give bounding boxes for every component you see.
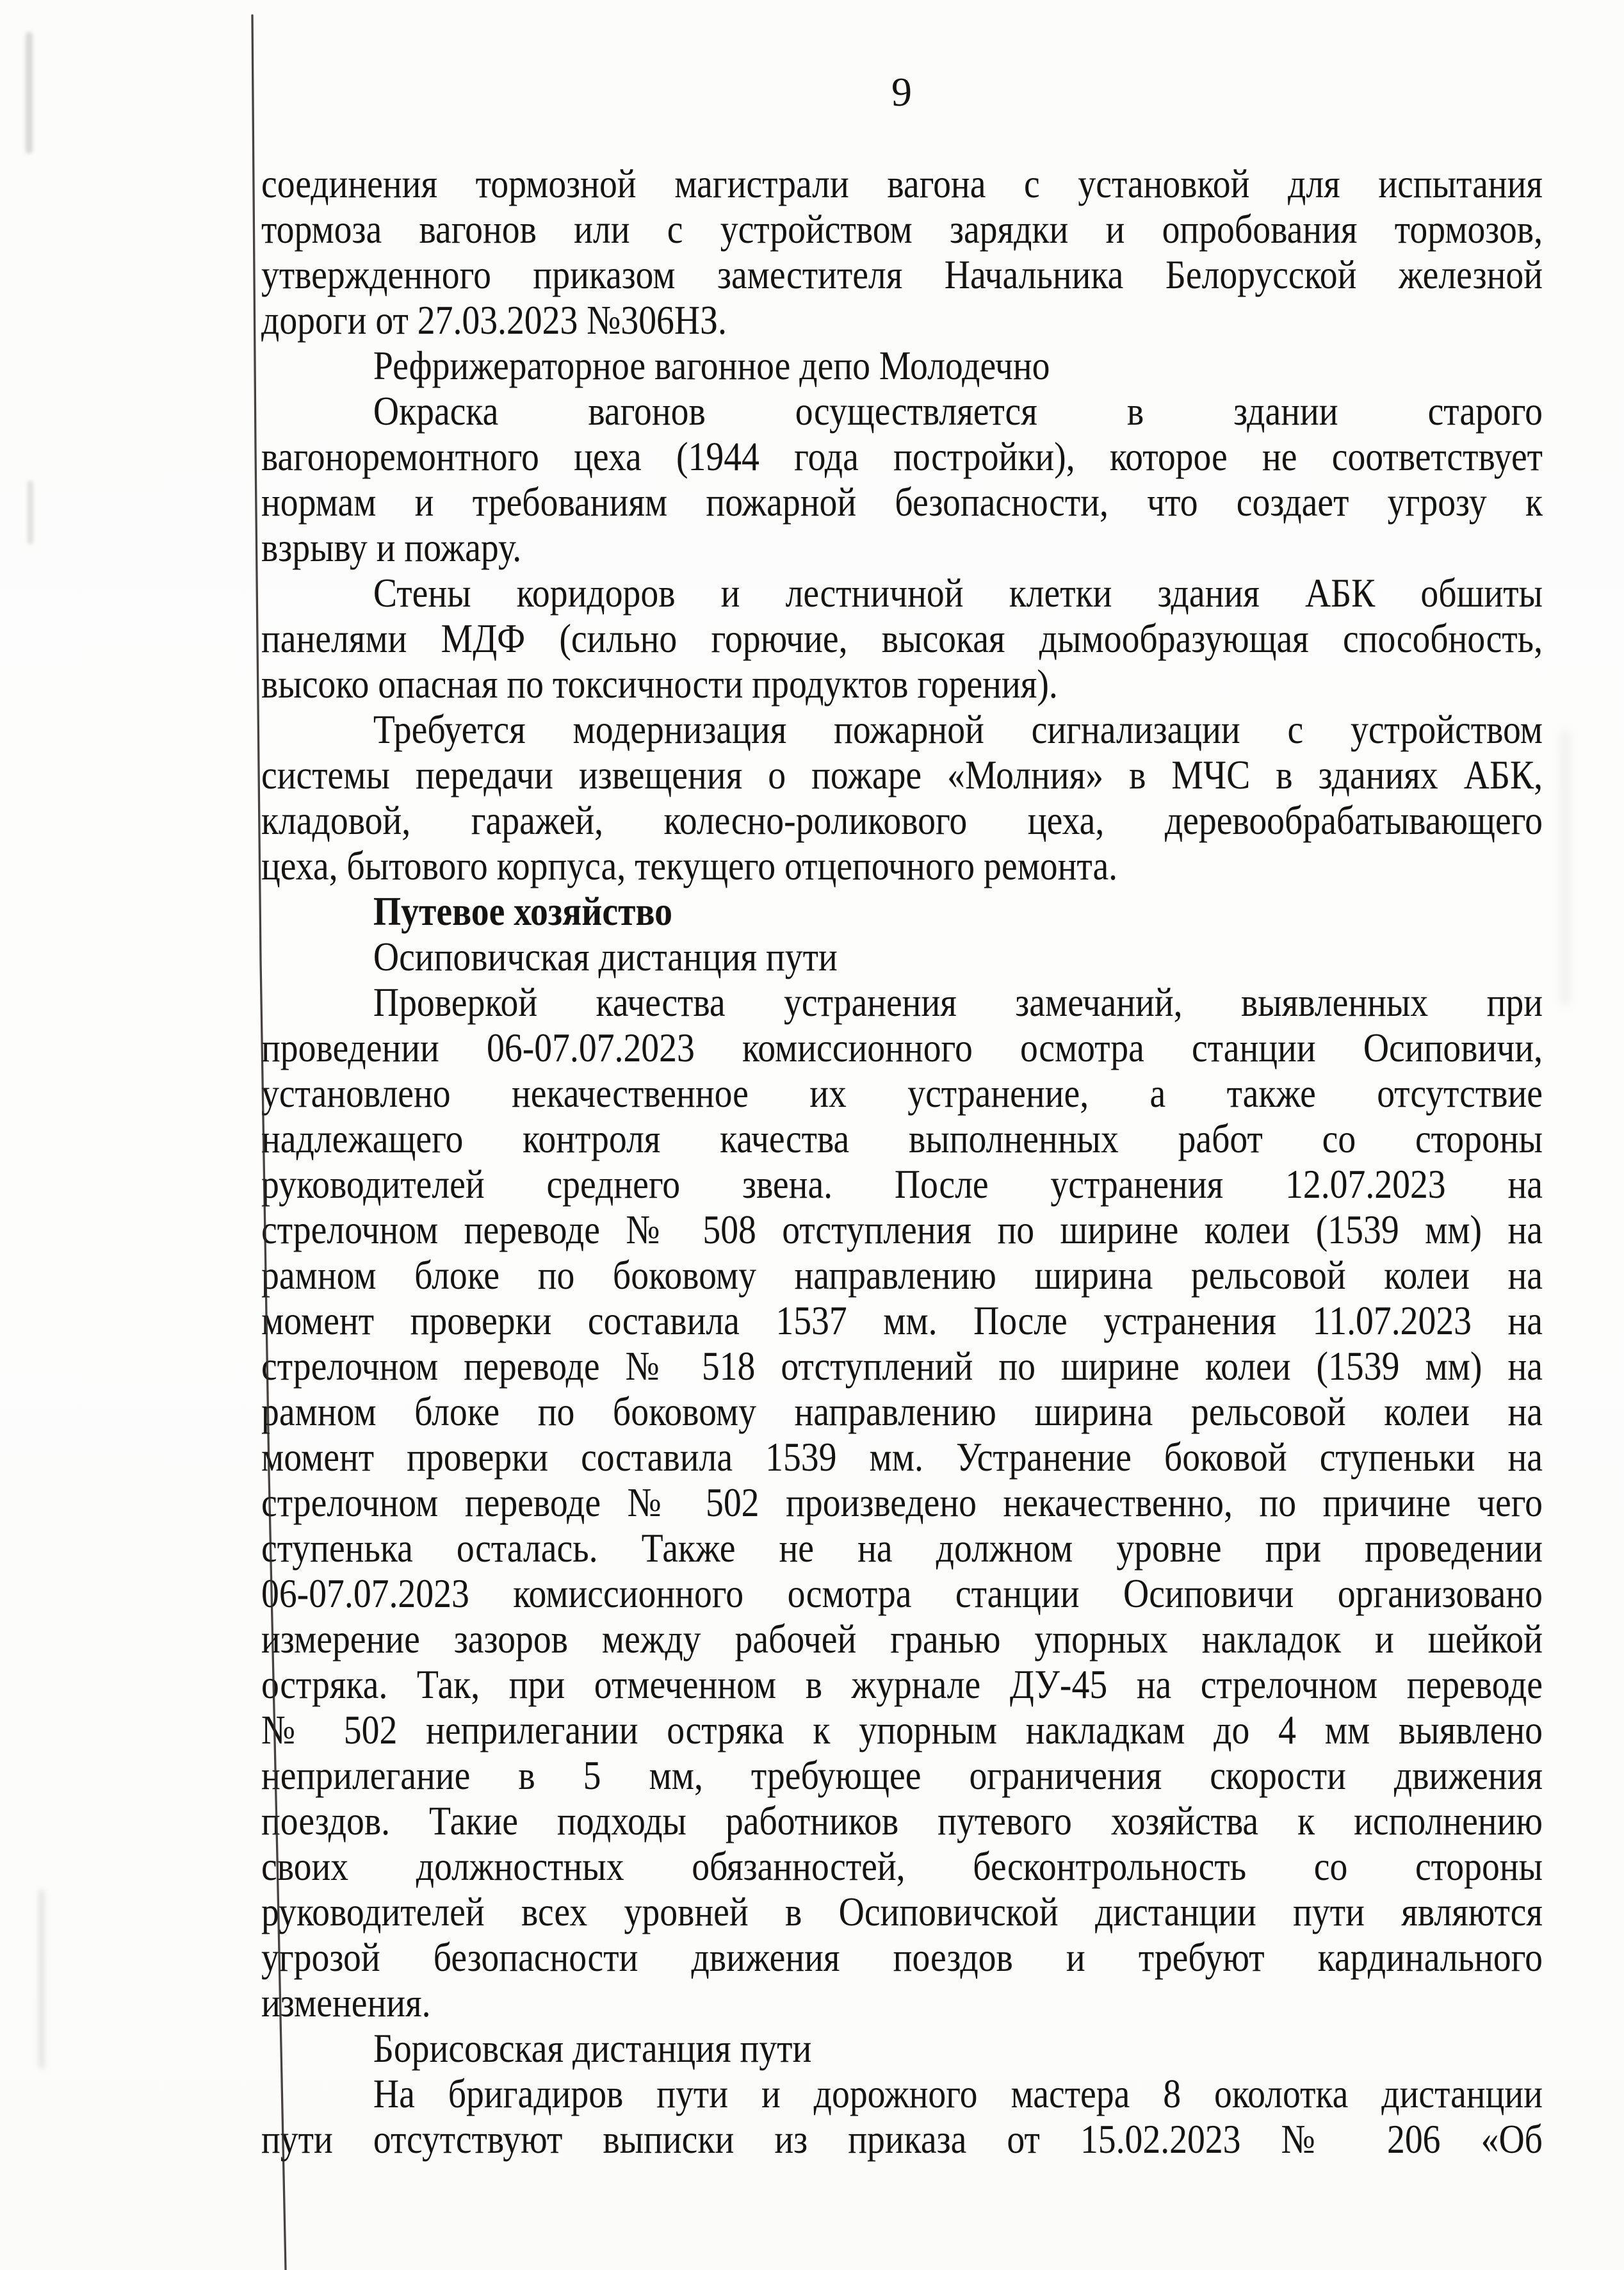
text-line: Стены коридоров и лестничной клетки здания АБК обшиты [373,570,1543,616]
section-heading-underlined [261,343,1543,388]
text-line: установлено некачественное их устранение, а также отсутствие [261,1070,1543,1116]
text-line: дороги от 27.03.2023 №306НЗ. [261,297,727,343]
text-line: 06-07.07.2023 комиссионного осмотра станции Осиповичи организовано [261,1571,1543,1616]
text-line: № 502 неприлегании остряка к упорным накладкам до 4 мм выявлено [261,1707,1543,1752]
text-line: неприлегание в 5 мм, требующее ограничения скорости движения [261,1752,1543,1798]
section-heading-underlined [261,934,1543,979]
document-content [261,161,1543,2162]
scan-artifact [1560,730,1570,1006]
heading-text: Путевое хозяйство [373,888,672,934]
scan-artifact [38,1890,45,2069]
text-line: надлежащего контроля качества выполненных работ со стороны [261,1116,1543,1161]
text-line: руководителей среднего звена. После устранения 12.07.2023 на [261,1161,1543,1207]
heading-text: Рефрижераторное вагонное депо Молодечно [373,343,1050,388]
text-line: нормам и требованиям пожарной безопасности, что создает угрозу к [261,479,1543,525]
text-line: проведении 06-07.07.2023 комиссионного осмотра станции Осиповичи, [261,1025,1543,1070]
text-line: вагоноремонтного цеха (1944 года постройки), которое не соответствует [261,434,1543,479]
text-line: остряка. Так, при отмеченном в журнале ДУ-45 на стрелочном переводе [261,1662,1543,1707]
text-line: На бригадиров пути и дорожного мастера 8 околотка дистанции [373,2071,1543,2116]
text-line: высоко опасная по токсичности продуктов горения). [261,661,1058,706]
text-line: системы передачи извещения о пожаре «Молния» в МЧС в зданиях АБК, [261,752,1543,797]
text-line: момент проверки составила 1537 мм. После устранения 11.07.2023 на [261,1298,1543,1343]
text-line: Требуется модернизация пожарной сигнализации с устройством [373,706,1543,752]
text-line: ступенька осталась. Также не на должном уровне при проведении [261,1525,1543,1571]
text-line: своих должностных обязанностей, бесконтрольность со стороны [261,1843,1543,1889]
text-line: соединения тормозной магистрали вагона с установкой для испытания [261,161,1543,206]
section-heading-underlined [261,2025,1543,2071]
text-line: измерение зазоров между рабочей гранью упорных накладок и шейкой [261,1616,1543,1662]
text-line: рамном блоке по боковому направлению ширина рельсовой колеи на [261,1389,1543,1434]
scan-artifact [26,32,33,154]
text-line: Окраска вагонов осуществляется в здании старого [373,388,1543,434]
text-line: стрелочном переводе № 518 отступлений по ширине колеи (1539 мм) на [261,1343,1543,1389]
text-line: стрелочном переводе № 508 отступления по ширине колеи (1539 мм) на [261,1207,1543,1252]
scan-artifact [28,480,33,544]
section-heading-bold [261,888,1543,934]
text-line: рамном блоке по боковому направлению ширина рельсовой колеи на [261,1252,1543,1298]
text-line: цеха, бытового корпуса, текущего отцепочного ремонта. [261,843,1118,888]
text-line: момент проверки составила 1539 мм. Устранение боковой ступеньки на [261,1434,1543,1480]
heading-text: Борисовская дистанция пути [373,2025,811,2071]
text-line: тормоза вагонов или с устройством зарядки и опробования тормозов, [261,206,1543,252]
text-line: утвержденного приказом заместителя Начальника Белорусской железной [261,252,1543,297]
text-line: пути отсутствуют выписки из приказа от 15.02.2023 № 206 «Об [261,2116,1543,2162]
text-line: стрелочном переводе № 502 произведено некачественно, по причине чего [261,1480,1543,1525]
text-line: Проверкой качества устранения замечаний, выявленных при [373,979,1543,1025]
heading-text: Осиповичская дистанция пути [373,934,838,979]
text-line: руководителей всех уровней в Осиповичской дистанции пути являются [261,1889,1543,1934]
page-number: 9 [891,69,912,115]
text-line: изменения. [261,1980,431,2025]
text-line: кладовой, гаражей, колесно-роликового цеха, деревообрабатывающего [261,797,1543,843]
text-line: поездов. Такие подходы работников путевого хозяйства к исполнению [261,1798,1543,1843]
text-line: панелями МДФ (сильно горючие, высокая дымообразующая способность, [261,616,1543,661]
text-line: взрыву и пожару. [261,525,522,570]
text-line: угрозой безопасности движения поездов и требуют кардинального [261,1934,1543,1980]
